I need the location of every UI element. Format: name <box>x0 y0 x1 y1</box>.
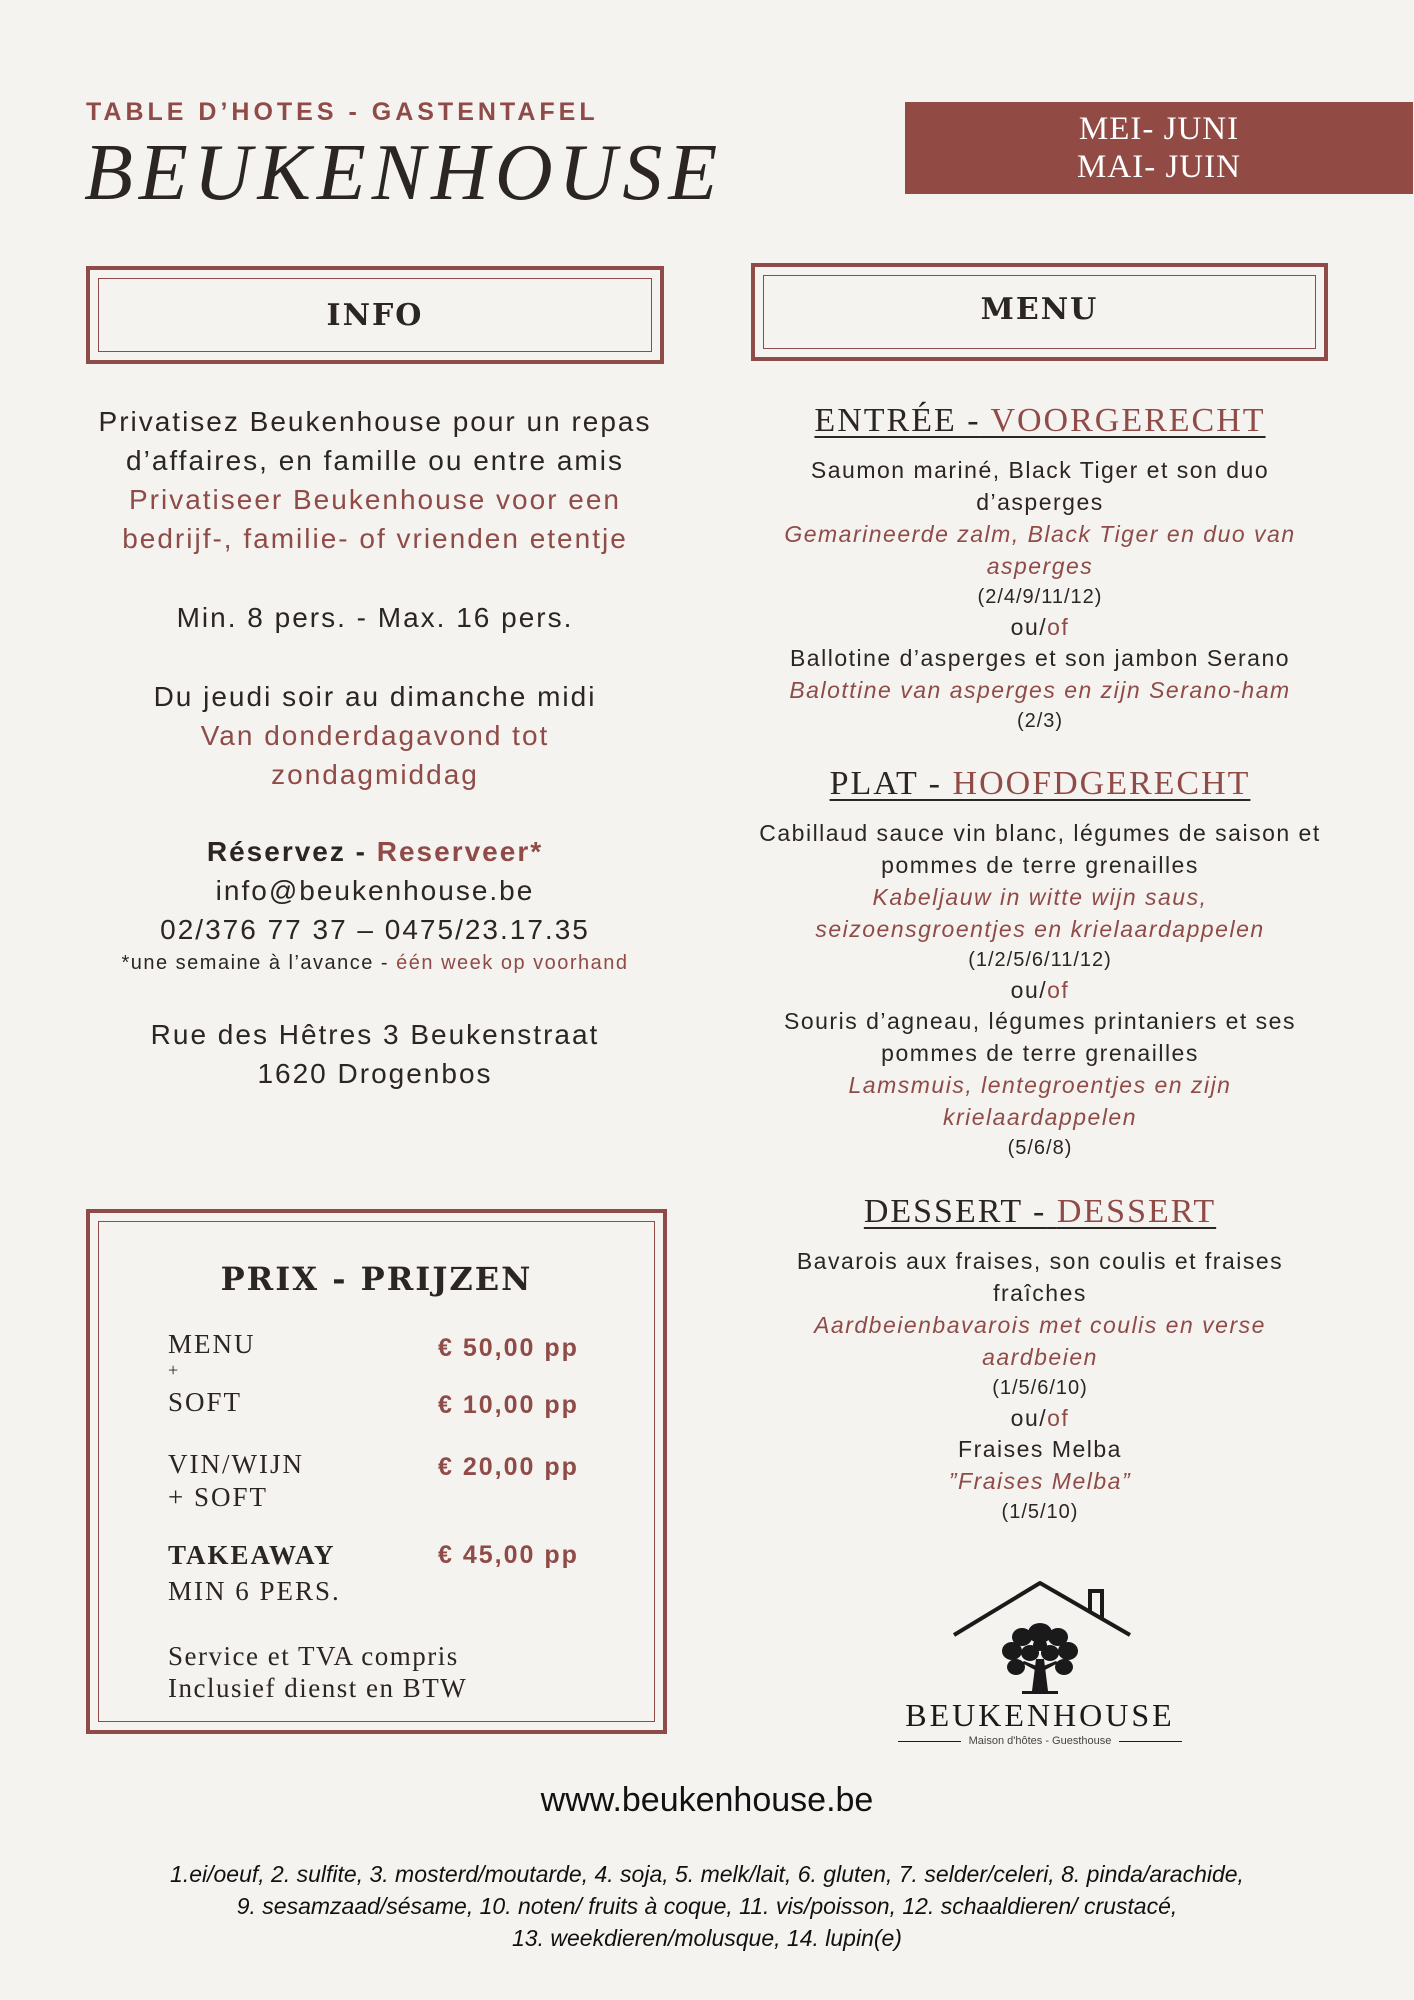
intro-fr: Privatisez Beukenhouse pour un repas d’affaires, en famille ou entre amis <box>98 406 652 476</box>
takeaway-price: € 45,00 pp <box>438 1541 579 1569</box>
dessert-dish2-fr: Fraises Melba <box>958 1436 1122 1462</box>
or-separator <box>748 1403 1332 1433</box>
soft-price-label: SOFT <box>168 1387 243 1417</box>
allergen-legend <box>100 1858 1314 1954</box>
dessert-heading-nl: DESSERT <box>1056 1193 1217 1230</box>
period-banner <box>905 102 1413 194</box>
dessert-section <box>748 1193 1332 1527</box>
or-nl: of <box>1047 614 1070 640</box>
menu-title-box <box>751 263 1328 361</box>
house-tree-icon <box>890 1575 1190 1700</box>
plat-section <box>748 765 1332 1163</box>
entree-dish2-fr: Ballotine d’asperges et son jambon Serano <box>789 645 1291 671</box>
dessert-heading <box>748 1193 1332 1231</box>
wine-price: € 20,00 pp <box>438 1453 579 1481</box>
logo-tagline-row <box>898 1735 1182 1747</box>
plat-heading-fr: PLAT - <box>829 765 943 802</box>
advance-notice <box>86 949 664 977</box>
plat-dish1-fr: Cabillaud sauce vin blanc, légumes de saison et pommes de terre grenailles <box>759 820 1321 878</box>
allergens-line-1: 1.ei/oeuf, 2. sulfite, 3. mosterd/moutarde, 4. soja, 5. melk/lait, 6. gluten, 7. selder/celeri, 8. pinda/arachide, <box>170 1861 1244 1887</box>
prices-box <box>86 1209 667 1734</box>
notice-fr: *une semaine à l’avance - <box>121 952 390 974</box>
logo-tagline: Maison d'hôtes - Guesthouse <box>968 1735 1112 1747</box>
website-link[interactable]: www.beukenhouse.be <box>540 1781 874 1819</box>
reserve-nl: Reserveer* <box>376 836 544 867</box>
plat-dish1-allergens: (1/2/5/6/11/12) <box>968 949 1112 971</box>
entree-heading-fr: ENTRÉE - <box>814 402 981 439</box>
or-separator <box>748 612 1332 642</box>
plat-dish2-fr: Souris d’agneau, légumes printaniers et ses pommes de terre grenailles <box>784 1008 1296 1066</box>
header-kicker: TABLE D’HOTES - GASTENTAFEL <box>86 98 599 126</box>
entree-dish2-allergens: (2/3) <box>1016 710 1064 732</box>
plus-sign: + <box>168 1360 181 1380</box>
info-title: INFO <box>326 298 424 333</box>
entree-dish1-fr: Saumon mariné, Black Tiger et son duo d’asperges <box>810 457 1270 515</box>
capacity: Min. 8 pers. - Max. 16 pers. <box>176 602 574 633</box>
address-street: Rue des Hêtres 3 Beukenstraat <box>150 1019 600 1050</box>
menu-title: MENU <box>980 292 1099 327</box>
or-nl: of <box>1047 977 1070 1003</box>
plat-dish2-allergens: (5/6/8) <box>1007 1137 1073 1159</box>
dessert-dish1-fr: Bavarois aux fraises, son coulis et fraises fraîches <box>796 1248 1284 1306</box>
plat-dish1-nl: Kabeljauw in witte wijn saus, seizoensgroentjes en krielaardappelen <box>815 884 1265 942</box>
or-separator <box>748 975 1332 1005</box>
dessert-dish2-nl: ”Fraises Melba” <box>948 1468 1132 1494</box>
info-section <box>86 402 664 1093</box>
logo <box>890 1575 1190 1750</box>
dessert-heading-fr: DESSERT - <box>863 1193 1047 1230</box>
info-title-box <box>86 266 664 364</box>
wine-label: VIN/WIJN <box>168 1449 304 1479</box>
dessert-dish2-allergens: (1/5/10) <box>1001 1501 1079 1523</box>
menu-price: € 50,00 pp <box>438 1334 579 1362</box>
entree-dish1-nl: Gemarineerde zalm, Black Tiger en duo van asperges <box>784 521 1296 579</box>
entree-heading <box>748 402 1332 440</box>
divider <box>898 1741 961 1742</box>
prices-title: PRIX - PRIJZEN <box>220 1260 533 1298</box>
soft-price: € 10,00 pp <box>438 1391 579 1419</box>
entree-dish2-nl: Balottine van asperges en zijn Serano-ham <box>789 677 1291 703</box>
period-fr: MAI- JUIN <box>1077 149 1241 185</box>
or-fr: ou/ <box>1010 614 1048 640</box>
included-fr: Service et TVA compris <box>168 1641 459 1671</box>
address-city: 1620 Drogenbos <box>257 1058 493 1089</box>
email-link[interactable]: info@beukenhouse.be <box>215 875 535 906</box>
included-nl: Inclusief dienst en BTW <box>168 1673 468 1703</box>
period-nl: MEI- JUNI <box>1078 111 1240 147</box>
entree-heading-nl: VOORGERECHT <box>990 402 1266 439</box>
phone-numbers[interactable]: 02/376 77 37 – 0475/23.17.35 <box>160 914 590 945</box>
reserve-fr: Réservez - <box>206 836 367 867</box>
dessert-dish1-nl: Aardbeienbavarois met coulis en verse aardbeien <box>814 1312 1266 1370</box>
entree-dish1-allergens: (2/4/9/11/12) <box>977 586 1103 608</box>
entree-section <box>748 402 1332 736</box>
logo-name: BEUKENHOUSE <box>905 1697 1175 1733</box>
takeaway-min: MIN 6 PERS. <box>168 1576 341 1606</box>
or-nl: of <box>1047 1405 1070 1431</box>
brand-title: BEUKENHOUSE <box>84 129 724 217</box>
days-nl: Van donderdagavond tot zondagmiddag <box>200 720 550 790</box>
plat-heading <box>748 765 1332 803</box>
plat-dish2-nl: Lamsmuis, lentegroentjes en zijn krielaardappelen <box>848 1072 1232 1130</box>
or-fr: ou/ <box>1010 977 1048 1003</box>
takeaway-label: TAKEAWAY <box>168 1540 336 1570</box>
reserve-line <box>86 832 664 871</box>
dessert-dish1-allergens: (1/5/6/10) <box>992 1377 1088 1399</box>
allergens-line-2: 9. sesamzaad/sésame, 10. noten/ fruits à coque, 11. vis/poisson, 12. schaaldieren/ crustacé, <box>236 1893 1178 1919</box>
wine-soft-label: + SOFT <box>168 1482 269 1512</box>
or-fr: ou/ <box>1010 1405 1048 1431</box>
allergens-line-3: 13. weekdieren/molusque, 14. lupin(e) <box>512 1925 902 1951</box>
intro-nl: Privatiseer Beukenhouse voor een bedrijf-, familie- of vrienden etentje <box>122 484 628 554</box>
menu-price-label: MENU <box>168 1329 256 1359</box>
plat-heading-nl: HOOFDGERECHT <box>952 765 1251 802</box>
days-fr: Du jeudi soir au dimanche midi <box>153 681 597 712</box>
notice-nl: één week op voorhand <box>396 952 629 974</box>
divider <box>1119 1741 1182 1742</box>
